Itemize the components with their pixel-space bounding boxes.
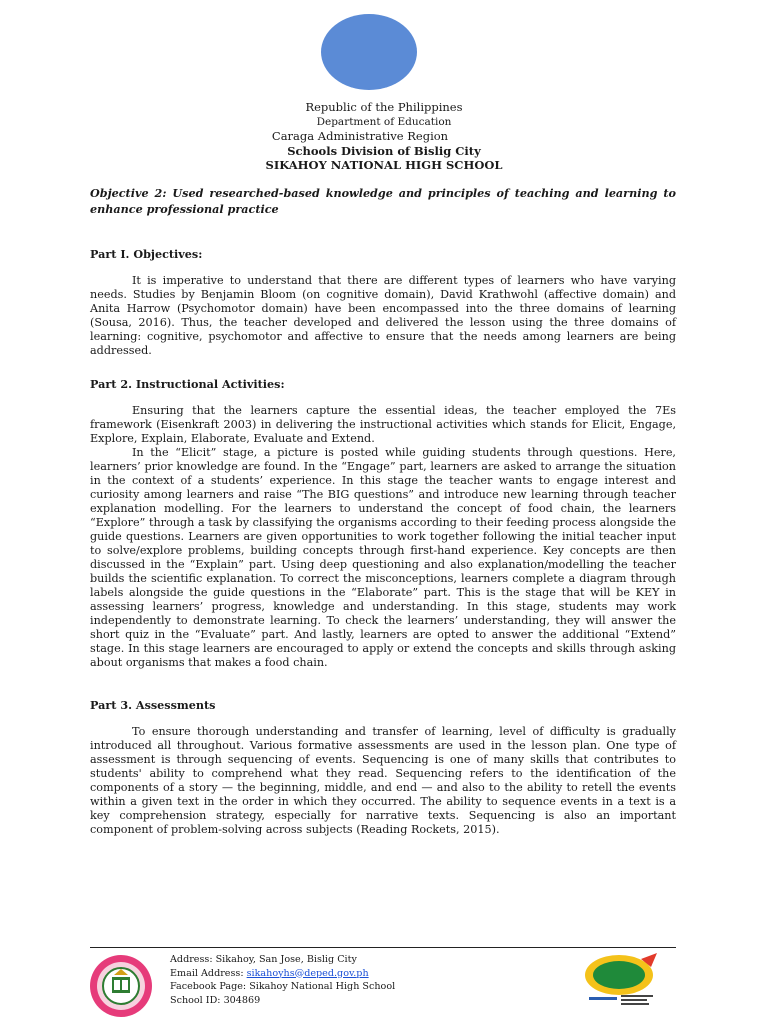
part2-paragraph: Ensuring that the learners capture the essential ideas, the teacher employed the 7Es framework (Eisenkraft 2003) in delivering the instructional activities which stands for Elicit, Engage, Explore, Explain, Elaborate, Evaluate and Extend. [90,404,676,445]
header-school: SIKAHOY NATIONAL HIGH SCHOOL [265,158,503,172]
footer-email: Email Address: sikahoyhs@deped.gov.ph [170,967,369,979]
footer-facebook: Facebook Page: Sikahoy National High School [170,981,396,992]
header-region: Caraga Administrative Region [271,129,449,143]
header-department: Department of Education [316,115,452,128]
part2-paragraph: In the “Elicit” stage, a picture is posted while guiding students through questions. Here, learners’ prior knowledge are found. In the “Engage” part, learners are asked to arrange the situation in the context of a students’ experience. In this stage the teacher wants to engage interest and curiosity among learners and raise “The BIG questions” and introduce new learning through teacher explanation modelling. For the learners to understand the concept of food chain, the learners “Explore” through a task by classifying the organisms according to their feeding process alongside the guide questions. Learners are given opportunities to work together following the initial teacher input to solve/explore problems, building concepts through first-hand experience. Key concepts are then discussed in the “Explain” part. Using deep questioning and also explanation/modelling the teacher builds the scientific explanation. To correct the misconceptions, learners complete a diagram through labels alongside the guide questions in the “Elaborate” part. This is the stage that will be KEY in assessing learners’ progress, knowledge and understanding. In this stage, students may work independently to demonstrate learning. To check the learners’ understanding, they will answer the short quiz in the “Evaluate” part. And lastly, learners are opted to answer the additional “Extend” stage. In this stage learners are encouraged to apply or extend the concepts and skills through asking about organisms that makes a food chain. [90,446,676,669]
footer-divider [90,947,676,948]
header-division: Schools Division of Bislig City [287,143,481,158]
part1-paragraph: It is imperative to understand that there are different types of learners who have varying needs. Studies by Benjamin Bloom (on cognitive domain), David Krathwohl (affective domain) and Anita Harrow (Psychomotor domain) have been encompassed into the three domains of learning (Sousa, 2016). Thus, the teacher developed and delivered the lesson using the three domains of learning: cognitive, psychomotor and affective to ensure that the needs among learners are being addressed. [90,274,676,357]
letterhead [0,100,768,173]
objective-title: Objective 2: Used researched-based knowledge and principles of teaching and learning to enhance professional practice [90,186,676,216]
part1-heading: Part I. Objectives: [90,247,203,261]
school-seal-logo [86,953,156,1019]
footer-contact [170,953,395,1007]
footer-address: Address: Sikahoy, San Jose, Bislig City [170,954,357,965]
part2-heading: Part 2. Instructional Activities: [90,377,285,391]
part3-paragraph: To ensure thorough understanding and transfer of learning, level of difficulty is gradually introduced all throughout. Various formative assessments are used in the lesson plan. One type of assessment is through sequencing of events. Sequencing is one of many skills that contributes to students' ability to comprehend what they read. Sequencing refers to the identification of the components of a story — the beginning, middle, and end — and also to the ability to retell the events within a given text in the order in which they occurred. The ability to sequence events in a text is a key comprehension strategy, especially for narrative texts. Sequencing is also an important component of problem-solving across subjects (Reading Rockets, 2015). [90,725,676,836]
document-body [90,186,676,837]
part3-heading: Part 3. Assessments [90,698,216,712]
sulig-logo [581,951,661,1011]
email-link[interactable]: sikahoyhs@deped.gov.ph [246,967,369,979]
top-seal-logo [321,14,417,90]
footer-school-id: School ID: 304869 [170,994,261,1006]
header-republic: Republic of the Philippines [305,100,463,114]
